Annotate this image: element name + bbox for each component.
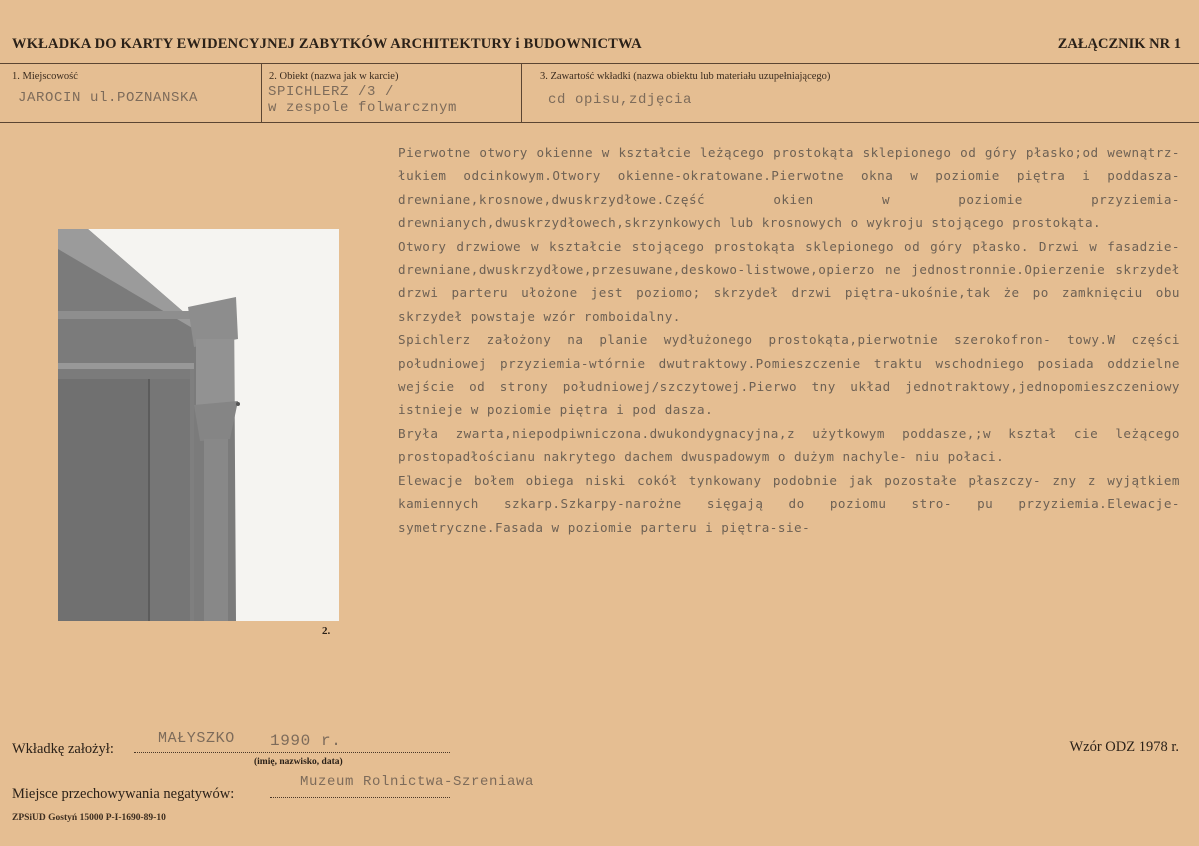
print-code: ZPSiUD Gostyń 15000 P-I-1690-89-10 (12, 813, 166, 823)
contents-value: cd opisu,zdjęcia (548, 92, 693, 108)
fields-divider (0, 122, 1199, 123)
storage-line (270, 797, 450, 798)
locality-label: 1. Miejscowość (12, 71, 78, 82)
locality-value: JAROCIN ul.POZNANSKA (18, 90, 199, 106)
founder-value: MAŁYSZKO (158, 730, 235, 747)
founder-year: 1990 r. (270, 732, 342, 750)
granary-gable-photo (58, 229, 339, 621)
founder-label: Wkładkę założył: (12, 741, 114, 757)
object-label: 2. Obiekt (nazwa jak w karcie) (269, 71, 399, 82)
storage-value: Muzeum Rolnictwa-Szreniawa (300, 774, 535, 790)
form-model: Wzór ODZ 1978 r. (1069, 739, 1179, 755)
storage-label: Miejsce przechowywania negatywów: (12, 786, 235, 802)
header-divider (0, 63, 1199, 64)
object-value: SPICHLERZ /3 / (268, 84, 395, 100)
photo-number: 2. (322, 625, 331, 637)
field-separator-1 (261, 63, 262, 122)
object-complex-value: w zespole folwarcznym (268, 100, 458, 116)
contents-label: 3. Zawartość wkładki (nazwa obiektu lub materiału uzupełniającego) (540, 71, 831, 82)
founder-hint: (imię, nazwisko, data) (254, 757, 343, 767)
card-title: WKŁADKA DO KARTY EWIDENCYJNEJ ZABYTKÓW ARCHITEKTURY i BUDOWNICTWA (12, 36, 642, 52)
field-separator-2 (521, 63, 522, 122)
description-text: Pierwotne otwory okienne w kształcie leżącego prostokąta sklepionego od góry płasko;od wewnątrz-łukiem odcinkowym.Otwory okienne-okratowane.Pierwotne okna w poziomie piętra i poddasza-drewniane,krosnowe,dwuskrzydłowe.Część okien w poziomie przyziemia-drewnianych,dwuskrzydłowech,skrzynkowych lub krosnowych o wykroju stojącego prostokąta. Otwory drzwiowe w kształcie stojącego prostokąta sklepionego od góry płasko. Drzwi w fasadzie-drewniane,dwuskrzydłowe,przesuwane,deskowo-listwowe,opierzo ne jednostronnie.Opierzenie skrzydeł drzwi parteru ułożone jest poziomo; skrzydeł drzwi piętra-ukośnie,tak że po zamknięciu obu skrzydeł powstaje wzór romboidalny. Spichlerz założony na planie wydłużonego prostokąta,pierwotnie szerokofron- towy.W części południowej przyziemia-wtórnie dwutraktowy.Pomieszczenie traktu wschodniego posiada oddzielne wejście od strony południowej/szczytowej.Pierwo tny układ jednotraktowy,jednopomieszczeniowy istnieje w poziomie piętra i pod dasza. Bryła zwarta,niepodpiwniczona.dwukondygnacyjna,z użytkowym poddasze,;w kształ cie leżącego prostopadłościanu nakrytego dachem dwuspadowym o dużym nachyle- niu połaci. Elewacje bołem obiega niski cokół tynkowany podobnie jak pozostałe płaszczy- zny z wyjątkiem kamiennych szkarp.Szkarpy-narożne sięgają do poziomu stro- pu przyziemia.Elewacje-symetryczne.Fasada w poziomie parteru i piętra-sie- (398, 145, 1180, 535)
founder-line (134, 752, 450, 753)
annex-number: ZAŁĄCZNIK NR 1 (1057, 36, 1181, 52)
building-photo (58, 229, 339, 621)
